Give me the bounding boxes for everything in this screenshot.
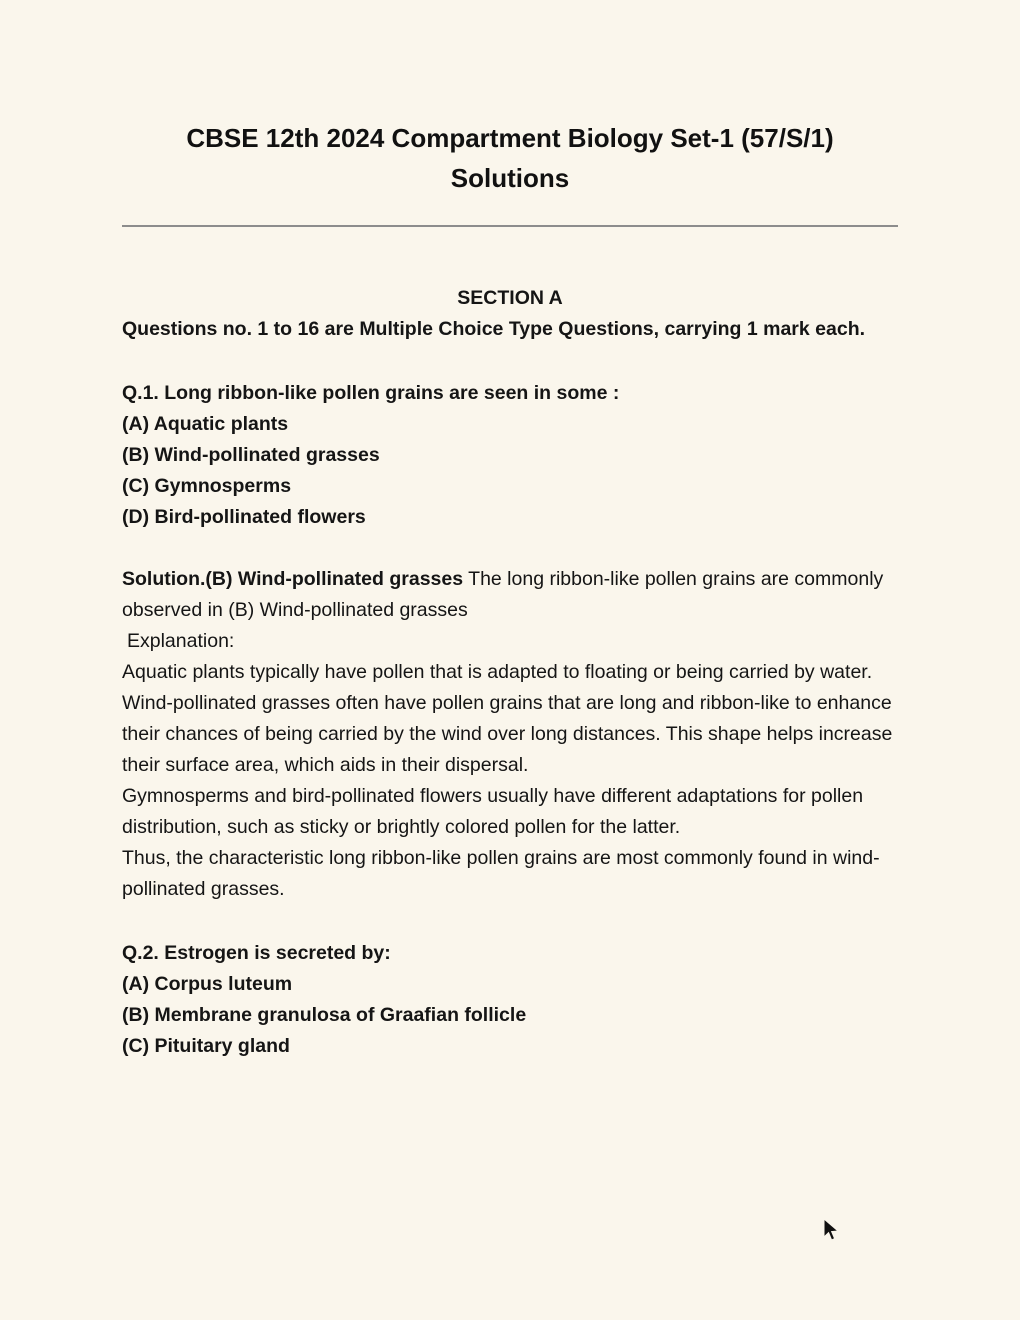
question-1-option-b: (B) Wind-pollinated grasses	[122, 444, 380, 466]
title-line-1: CBSE 12th 2024 Compartment Biology Set-1 (57/S/1)	[186, 123, 834, 153]
title-line-2: Solutions	[450, 163, 570, 193]
section-a-heading: SECTION A	[457, 287, 563, 309]
cursor-icon	[818, 1216, 846, 1244]
question-2-option-b: (B) Membrane granulosa of Graafian follicle	[122, 1004, 527, 1026]
solution-1-explanation-line-3: Gymnosperms and bird-pollinated flowers usually have different adaptations for pollen distribution, such as sticky or brightly colored pollen for the latter.	[122, 785, 864, 838]
title-divider	[122, 225, 898, 227]
question-1-block	[122, 378, 898, 533]
solution-1-summary	[122, 564, 898, 626]
solution-1-explanation-line-2: Wind-pollinated grasses often have pollen grains that are long and ribbon-like to enhance their chances of being carried by the wind over long distances. This shape helps increase their surface area, which aids in their dispersal.	[122, 692, 893, 776]
question-1-option-d: (D) Bird-pollinated flowers	[122, 506, 366, 528]
question-2-block	[122, 938, 898, 1062]
solution-1-detail: The long ribbon-like pollen grains are commonly observed in (B) Wind-pollinated grasses	[122, 568, 884, 621]
question-2-option-c: (C) Pituitary gland	[122, 1035, 290, 1057]
solution-1-explanation-line-1: Aquatic plants typically have pollen that is adapted to floating or being carried by water.	[122, 661, 873, 683]
section-a-intro: Questions no. 1 to 16 are Multiple Choice Type Questions, carrying 1 mark each.	[122, 318, 866, 340]
page-title	[122, 118, 898, 198]
solution-1-answer: Solution.(B) Wind-pollinated grasses	[122, 568, 464, 590]
question-1-solution	[122, 564, 898, 905]
question-1-option-a: (A) Aquatic plants	[122, 413, 289, 435]
question-2-text: Q.2. Estrogen is secreted by:	[122, 942, 391, 964]
solution-1-explanation-line-4: Thus, the characteristic long ribbon-like pollen grains are most commonly found in wind-pollinated grasses.	[122, 847, 880, 900]
solution-1-explanation-label: Explanation:	[127, 630, 235, 652]
question-1-option-c: (C) Gymnosperms	[122, 475, 292, 497]
question-2-option-a: (A) Corpus luteum	[122, 973, 293, 995]
question-1-text: Q.1. Long ribbon-like pollen grains are seen in some :	[122, 382, 620, 404]
